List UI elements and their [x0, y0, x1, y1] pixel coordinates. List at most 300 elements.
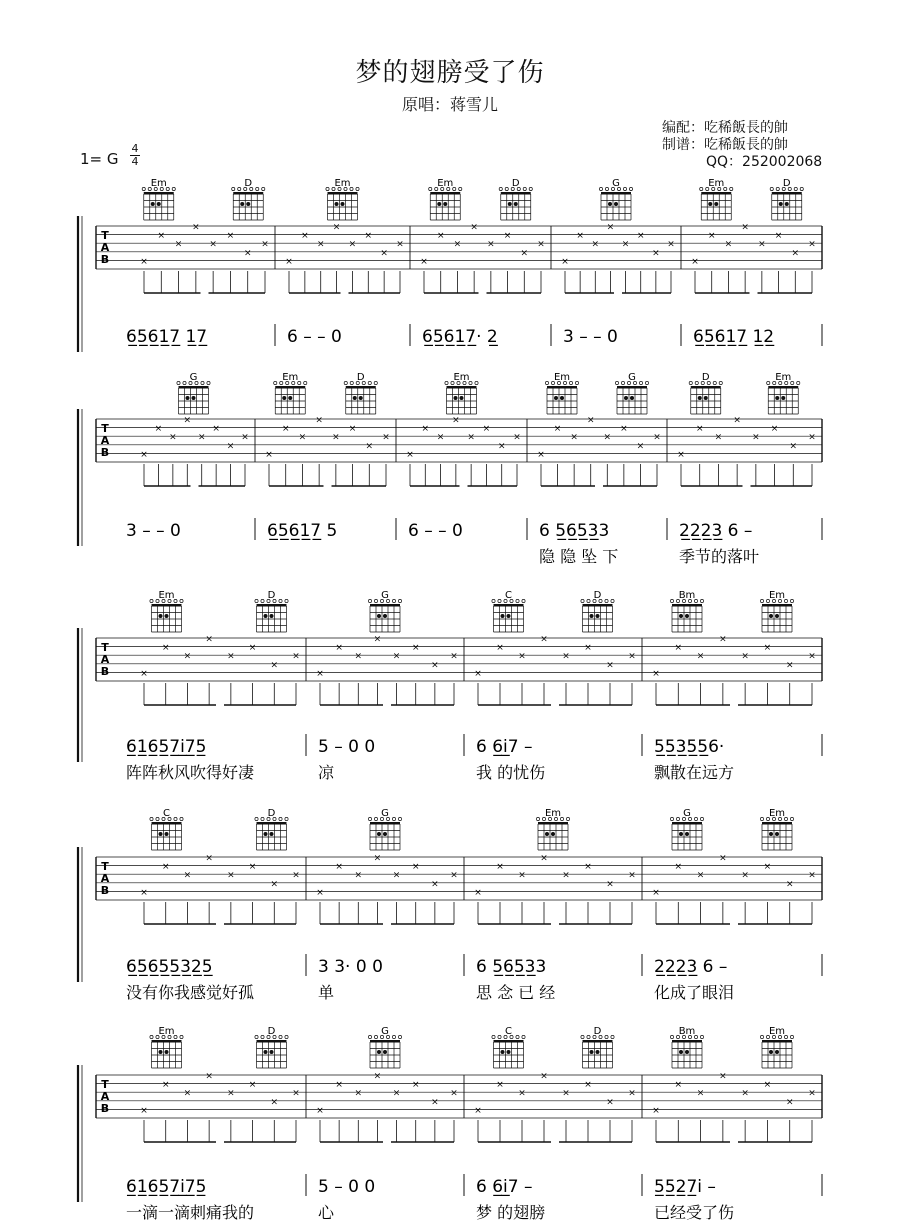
- tab-note-mark: ×: [652, 248, 660, 259]
- chord-open-marker: [670, 1035, 673, 1038]
- tab-note-mark: ×: [406, 449, 414, 460]
- tab-note-mark: ×: [140, 887, 148, 898]
- chord-finger-dot: [246, 202, 250, 206]
- chord-nut: [152, 822, 182, 825]
- chord-diagram: [599, 178, 632, 220]
- chord-diagram: [581, 590, 614, 632]
- lyrics-line: 隐 隐 坠 下: [539, 547, 619, 566]
- chord-open-marker: [304, 381, 307, 384]
- chord-open-marker: [262, 187, 265, 190]
- chord-open-marker: [498, 1035, 501, 1038]
- tab-note-mark: ×: [696, 1088, 705, 1099]
- chord-open-marker: [615, 381, 618, 384]
- chord-open-marker: [724, 187, 727, 190]
- chord-open-marker: [429, 187, 432, 190]
- chord-open-marker: [350, 381, 353, 384]
- chord-open-marker: [368, 599, 371, 602]
- tab-note-mark: ×: [373, 853, 382, 864]
- tab-note-mark: ×: [270, 879, 279, 890]
- tab-note-mark: ×: [140, 449, 148, 460]
- tab-note-mark: ×: [348, 239, 357, 250]
- chord-nut: [691, 386, 721, 389]
- chord-open-marker: [238, 187, 241, 190]
- lyrics-line: 没有你我感觉好孤: [126, 983, 255, 1002]
- chord-finger-dot: [165, 1050, 169, 1054]
- chord-finger-dot: [270, 832, 274, 836]
- chord-open-marker: [285, 1035, 288, 1038]
- chord-finger-dot: [590, 614, 594, 618]
- chord-name: D: [593, 590, 602, 601]
- chord-open-marker: [368, 1035, 371, 1038]
- lyrics-line: 梦 的翅膀: [476, 1203, 546, 1222]
- chord-name: Em: [158, 1026, 175, 1037]
- tab-note-mark: ×: [584, 1080, 592, 1091]
- jianpu-notation: 6̲5̲6̲1̲7̲ 1̲2̲: [693, 327, 775, 347]
- chord-finger-dot: [685, 1050, 689, 1054]
- chord-name: D: [356, 372, 365, 383]
- chord-name: D: [267, 590, 276, 601]
- chord-nut: [257, 822, 287, 825]
- chord-finger-dot: [714, 202, 718, 206]
- tab-note-mark: ×: [248, 1080, 257, 1091]
- chord-diagram: [670, 590, 703, 632]
- chord-open-marker: [639, 381, 642, 384]
- chord-nut: [494, 604, 524, 607]
- tab-note-mark: ×: [591, 239, 600, 250]
- chord-finger-dot: [775, 396, 779, 400]
- chord-finger-dot: [377, 1050, 381, 1054]
- tab-note-mark: ×: [518, 870, 526, 881]
- chord-diagram: [445, 372, 478, 414]
- chord-diagram: [492, 1026, 525, 1068]
- tab-note-mark: ×: [169, 432, 177, 443]
- tab-note-mark: ×: [396, 239, 404, 250]
- tab-clef-letter: B: [100, 884, 110, 897]
- tab-note-mark: ×: [226, 231, 235, 242]
- tab-note-mark: ×: [209, 239, 217, 250]
- chord-open-marker: [560, 817, 563, 820]
- chord-open-marker: [760, 1035, 763, 1038]
- tab-note-mark: ×: [808, 239, 816, 250]
- chord-diagram: [326, 178, 359, 220]
- chord-open-marker: [492, 599, 495, 602]
- tab-system: [78, 216, 822, 352]
- chord-name: D: [267, 808, 276, 819]
- tab-note-mark: ×: [785, 660, 794, 671]
- tab-note-mark: ×: [520, 248, 529, 259]
- chord-open-marker: [599, 187, 602, 190]
- chord-nut: [772, 192, 802, 195]
- chord-name: D: [593, 1026, 602, 1037]
- tab-clef-letter: A: [100, 241, 110, 254]
- tab-note-mark: ×: [540, 853, 548, 864]
- chord-open-marker: [695, 381, 698, 384]
- chord-nut: [672, 1040, 702, 1043]
- chord-open-marker: [694, 599, 697, 602]
- chord-open-marker: [368, 381, 371, 384]
- chord-nut: [179, 386, 209, 389]
- tab-note-mark: ×: [452, 415, 460, 426]
- tab-note-mark: ×: [808, 1088, 816, 1099]
- tab-note-mark: ×: [332, 432, 340, 443]
- chord-name: D: [782, 178, 791, 189]
- chord-finger-dot: [264, 832, 268, 836]
- tab-note-mark: ×: [537, 239, 545, 250]
- chord-diagram: [760, 590, 793, 632]
- chord-nut: [538, 822, 568, 825]
- tab-note-mark: ×: [628, 1088, 636, 1099]
- chord-name: D: [701, 372, 710, 383]
- tab-note-mark: ×: [205, 634, 213, 645]
- chord-open-marker: [605, 1035, 608, 1038]
- tab-note-mark: ×: [335, 643, 343, 654]
- tab-note-mark: ×: [741, 1088, 749, 1099]
- chord-diagram: [142, 178, 175, 220]
- tab-note-mark: ×: [561, 256, 569, 267]
- chord-name: G: [381, 1026, 389, 1037]
- chord-open-marker: [522, 1035, 525, 1038]
- tab-note-mark: ×: [785, 879, 794, 890]
- tab-note-mark: ×: [174, 239, 183, 250]
- chord-open-marker: [797, 381, 800, 384]
- chord-nut: [672, 604, 702, 607]
- chord-finger-dot: [383, 832, 387, 836]
- tab-note-mark: ×: [281, 424, 290, 435]
- chord-diagram: [177, 372, 210, 414]
- tab-note-mark: ×: [570, 432, 578, 443]
- tab-note-mark: ×: [695, 424, 704, 435]
- tab-note-mark: ×: [450, 870, 458, 881]
- tab-note-mark: ×: [620, 424, 628, 435]
- tab-note-mark: ×: [741, 222, 749, 233]
- tab-note-mark: ×: [562, 651, 570, 662]
- tab-note-mark: ×: [354, 651, 363, 662]
- chord-nut: [257, 604, 287, 607]
- chord-finger-dot: [708, 202, 712, 206]
- tab-note-mark: ×: [431, 879, 439, 890]
- chord-open-marker: [505, 187, 508, 190]
- chord-open-marker: [232, 187, 235, 190]
- tab-note-mark: ×: [411, 1080, 420, 1091]
- chord-nut: [583, 1040, 613, 1043]
- tab-note-mark: ×: [482, 424, 491, 435]
- chord-finger-dot: [353, 396, 357, 400]
- tab-note-mark: ×: [373, 634, 382, 645]
- tab-note-mark: ×: [628, 651, 636, 662]
- chord-name: G: [628, 372, 636, 383]
- chord-name: Em: [282, 372, 299, 383]
- chord-nut: [275, 386, 305, 389]
- chord-name: Bm: [678, 590, 696, 601]
- tab-note-mark: ×: [741, 870, 749, 881]
- chord-name: Em: [334, 178, 351, 189]
- tab-note-mark: ×: [808, 651, 816, 662]
- tab-note-mark: ×: [537, 449, 545, 460]
- chord-open-marker: [784, 1035, 787, 1038]
- tab-note-mark: ×: [316, 1105, 324, 1116]
- chord-diagram: [255, 1026, 288, 1068]
- chord-open-marker: [676, 817, 679, 820]
- tab-note-mark: ×: [453, 239, 462, 250]
- chord-open-marker: [587, 1035, 590, 1038]
- chord-name: G: [189, 372, 198, 383]
- tab-note-mark: ×: [292, 870, 300, 881]
- chord-diagram: [255, 590, 288, 632]
- tab-note-mark: ×: [518, 651, 526, 662]
- jianpu-notation: 6̲5̲6̲1̲7̲ 5: [267, 521, 338, 541]
- chord-finger-dot: [704, 396, 708, 400]
- jianpu-notation: 6̲1̲6̲5̲7̲i̲7̲5̲: [126, 737, 207, 757]
- tab-note-mark: ×: [636, 441, 645, 452]
- chord-open-marker: [180, 817, 183, 820]
- chord-nut: [583, 604, 613, 607]
- chord-open-marker: [183, 381, 186, 384]
- chord-finger-dot: [157, 202, 161, 206]
- chord-finger-dot: [159, 614, 163, 618]
- chord-finger-dot: [551, 832, 555, 836]
- chord-finger-dot: [679, 614, 683, 618]
- tab-note-mark: ×: [758, 239, 766, 250]
- chord-diagram: [536, 808, 569, 850]
- chord-open-marker: [730, 187, 733, 190]
- tab-system: [78, 628, 822, 782]
- tab-note-mark: ×: [628, 870, 636, 881]
- jianpu-notation: 6 6̲i̲7 –: [476, 737, 533, 757]
- chord-open-marker: [605, 599, 608, 602]
- chord-name: Em: [158, 590, 175, 601]
- chord-name: Em: [437, 178, 454, 189]
- transcriber-credit: 制谱：吃稀飯長的帥: [662, 137, 788, 153]
- jianpu-notation: 5 – 0 0: [318, 1177, 376, 1197]
- tab-clef-letter: T: [101, 422, 109, 435]
- jianpu-notation: 5̲5̲3̲5̲5̲6·: [654, 737, 725, 757]
- chord-open-marker: [453, 187, 456, 190]
- tab-note-mark: ×: [226, 441, 235, 452]
- chord-diagram: [700, 178, 733, 220]
- chord-finger-dot: [590, 1050, 594, 1054]
- tab-note-mark: ×: [487, 239, 495, 250]
- chord-finger-dot: [501, 614, 505, 618]
- singer-credit: 原唱：蒋雪儿: [401, 95, 498, 114]
- chord-finger-dot: [514, 202, 518, 206]
- tab-note-mark: ×: [205, 853, 213, 864]
- jianpu-notation: 6̲5̲6̲1̲7̲· 2̲: [422, 327, 498, 347]
- chord-open-marker: [298, 381, 301, 384]
- chord-finger-dot: [359, 396, 363, 400]
- chord-open-marker: [569, 381, 572, 384]
- chord-open-marker: [201, 381, 204, 384]
- tab-note-mark: ×: [354, 1088, 363, 1099]
- chord-open-marker: [629, 187, 632, 190]
- chord-nut: [494, 1040, 524, 1043]
- chord-finger-dot: [596, 1050, 600, 1054]
- chord-diagram: [150, 1026, 183, 1068]
- chord-name: G: [381, 590, 389, 601]
- chord-open-marker: [529, 187, 532, 190]
- tab-note-mark: ×: [719, 634, 727, 645]
- chord-open-marker: [392, 599, 395, 602]
- tab-note-mark: ×: [335, 862, 343, 873]
- chord-diagram: [760, 1026, 793, 1068]
- tab-note-mark: ×: [380, 248, 388, 259]
- chord-open-marker: [760, 599, 763, 602]
- chord-open-marker: [475, 381, 478, 384]
- tab-note-mark: ×: [227, 870, 235, 881]
- tab-note-mark: ×: [674, 862, 683, 873]
- tab-note-mark: ×: [674, 1080, 683, 1091]
- tab-note-mark: ×: [652, 887, 660, 898]
- tab-note-mark: ×: [496, 1080, 504, 1091]
- tab-note-mark: ×: [562, 1088, 570, 1099]
- chord-nut: [617, 386, 647, 389]
- chord-open-marker: [279, 817, 282, 820]
- tab-note-mark: ×: [431, 660, 439, 671]
- tab-clef-letter: A: [100, 872, 110, 885]
- lyrics-line: 单: [318, 983, 335, 1002]
- chord-nut: [370, 604, 400, 607]
- tab-note-mark: ×: [292, 651, 300, 662]
- tab-note-mark: ×: [335, 1080, 343, 1091]
- chord-finger-dot: [679, 1050, 683, 1054]
- chord-finger-dot: [775, 832, 779, 836]
- tab-clef-letter: B: [100, 446, 110, 459]
- chord-diagram: [767, 372, 800, 414]
- chord-open-marker: [261, 1035, 264, 1038]
- tab-note-mark: ×: [562, 870, 570, 881]
- chord-diagram: [581, 1026, 614, 1068]
- tab-note-mark: ×: [763, 643, 772, 654]
- page-title: 梦的翅膀受了伤: [355, 58, 545, 88]
- chord-open-marker: [469, 381, 472, 384]
- chord-finger-dot: [282, 396, 286, 400]
- chord-finger-dot: [624, 396, 628, 400]
- chord-finger-dot: [769, 614, 773, 618]
- jianpu-notation: 3 3· 0 0: [318, 957, 383, 977]
- chord-open-marker: [587, 599, 590, 602]
- tab-note-mark: ×: [161, 643, 170, 654]
- chord-finger-dot: [240, 202, 244, 206]
- qq-credit: QQ：252002068: [706, 154, 823, 170]
- chord-open-marker: [255, 599, 258, 602]
- chord-open-marker: [392, 1035, 395, 1038]
- tab-note-mark: ×: [808, 870, 816, 881]
- chord-name: C: [505, 590, 512, 601]
- jianpu-notation: 6 5̲6̲5̲3̲3: [539, 521, 610, 541]
- tab-note-mark: ×: [467, 432, 475, 443]
- chord-open-marker: [713, 381, 716, 384]
- tab-clef-letter: A: [100, 434, 110, 447]
- lyrics-line: 飘散在远方: [654, 763, 735, 782]
- chord-diagram: [150, 808, 183, 850]
- tab-clef-letter: B: [100, 1102, 110, 1115]
- tab-note-mark: ×: [392, 1088, 401, 1099]
- jianpu-notation: 6 – – 0: [408, 521, 463, 541]
- tab-note-mark: ×: [584, 862, 592, 873]
- tab-note-mark: ×: [436, 432, 445, 443]
- chord-diagram: [670, 1026, 703, 1068]
- chord-finger-dot: [596, 614, 600, 618]
- chord-finger-dot: [507, 1050, 511, 1054]
- tab-note-mark: ×: [496, 862, 504, 873]
- arranger-credit: 编配：吃稀飯長的帥: [662, 120, 788, 136]
- tab-note-mark: ×: [636, 231, 645, 242]
- chord-open-marker: [670, 599, 673, 602]
- chord-name: G: [612, 178, 620, 189]
- lyrics-line: 一滴一滴刺痛我的: [126, 1203, 255, 1222]
- chord-finger-dot: [383, 1050, 387, 1054]
- chord-open-marker: [261, 817, 264, 820]
- chord-name: Em: [768, 808, 786, 819]
- chord-nut: [328, 192, 358, 195]
- jianpu-notation: 2̲2̲2̲3̲ 6 –: [679, 521, 753, 541]
- tab-note-mark: ×: [785, 1097, 794, 1108]
- chord-finger-dot: [545, 832, 549, 836]
- tab-note-mark: ×: [584, 643, 592, 654]
- chord-finger-dot: [270, 1050, 274, 1054]
- chord-nut: [152, 1040, 182, 1043]
- tab-note-mark: ×: [606, 879, 614, 890]
- chord-finger-dot: [775, 1050, 779, 1054]
- tab-note-mark: ×: [763, 862, 772, 873]
- chord-finger-dot: [288, 396, 292, 400]
- chord-finger-dot: [454, 396, 458, 400]
- chord-diagram: [255, 808, 288, 850]
- tab-clef-letter: B: [100, 253, 110, 266]
- tab-note-mark: ×: [315, 415, 323, 426]
- chord-name: Em: [553, 372, 571, 383]
- key-signature: 1= G: [80, 150, 119, 168]
- chord-finger-dot: [264, 1050, 268, 1054]
- tab-note-mark: ×: [227, 651, 235, 662]
- tab-note-mark: ×: [791, 248, 800, 259]
- tab-note-mark: ×: [316, 887, 324, 898]
- jianpu-notation: 6 5̲6̲5̲3̲3: [476, 957, 547, 977]
- chord-open-marker: [694, 1035, 697, 1038]
- chord-open-marker: [398, 599, 401, 602]
- chord-finger-dot: [264, 614, 268, 618]
- tab-note-mark: ×: [373, 1071, 382, 1082]
- tab-note-mark: ×: [653, 432, 661, 443]
- chord-nut: [762, 1040, 792, 1043]
- tab-system: [78, 847, 822, 1002]
- chord-nut: [370, 822, 400, 825]
- tab-note-mark: ×: [161, 1080, 170, 1091]
- chord-nut: [601, 192, 631, 195]
- chord-open-marker: [700, 187, 703, 190]
- tab-note-mark: ×: [332, 222, 341, 233]
- chord-finger-dot: [377, 832, 381, 836]
- chord-name: D: [244, 178, 253, 189]
- chord-open-marker: [392, 817, 395, 820]
- tab-note-mark: ×: [586, 415, 595, 426]
- tab-note-mark: ×: [301, 231, 309, 242]
- chord-open-marker: [350, 187, 353, 190]
- jianpu-notation: 5 – 0 0: [318, 737, 376, 757]
- chord-diagram: [150, 590, 183, 632]
- chord-open-marker: [790, 817, 793, 820]
- jianpu-notation: 3 – – 0: [126, 521, 181, 541]
- chord-open-marker: [172, 187, 175, 190]
- chord-finger-dot: [159, 1050, 163, 1054]
- lyrics-line: 季节的落叶: [679, 547, 760, 566]
- chord-open-marker: [611, 599, 614, 602]
- chord-open-marker: [694, 817, 697, 820]
- tab-note-mark: ×: [183, 1088, 192, 1099]
- chord-open-marker: [581, 599, 584, 602]
- chord-finger-dot: [443, 202, 447, 206]
- chord-finger-dot: [679, 832, 683, 836]
- tab-note-mark: ×: [474, 887, 482, 898]
